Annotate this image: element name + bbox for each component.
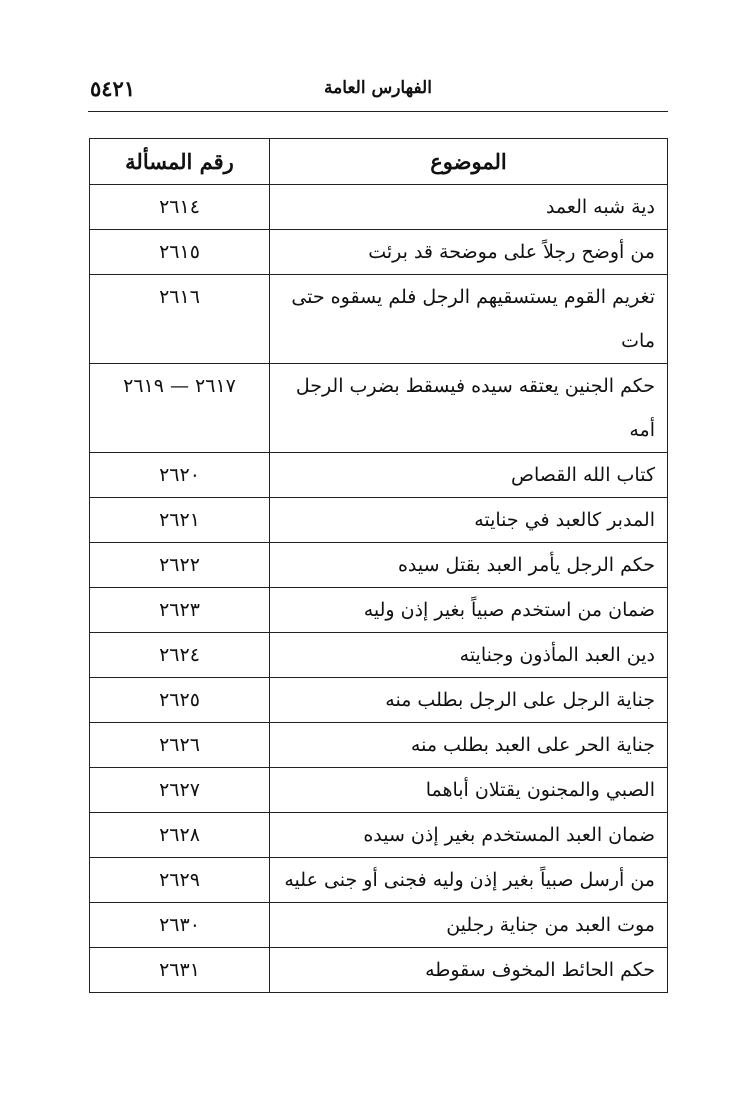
topic-cell: موت العبد من جناية رجلين	[270, 903, 668, 948]
topic-cell: كتاب الله القصاص	[270, 453, 668, 498]
index-table	[89, 138, 668, 993]
table-row	[90, 275, 668, 364]
table-row	[90, 498, 668, 543]
topic-cell: حكم الجنين يعتقه سيده فيسقط بضرب الرجل أمه	[270, 364, 668, 453]
header-rule	[88, 111, 668, 112]
column-header-topic: الموضوع	[270, 139, 668, 185]
table-row	[90, 768, 668, 813]
number-cell: ٢٦٢٩	[90, 858, 270, 903]
table-row	[90, 588, 668, 633]
topic-cell: من أوضح رجلاً على موضحة قد برئت	[270, 230, 668, 275]
number-cell: ٢٦٢٥	[90, 678, 270, 723]
table-row	[90, 948, 668, 993]
topic-cell: من أرسل صبياً بغير إذن وليه فجنى أو جنى عليه	[270, 858, 668, 903]
number-cell: ٢٦١٥	[90, 230, 270, 275]
table-row	[90, 230, 668, 275]
number-cell: ٢٦٢٠	[90, 453, 270, 498]
topic-cell: المدبر كالعبد في جنايته	[270, 498, 668, 543]
topic-cell: ضمان من استخدم صبياً بغير إذن وليه	[270, 588, 668, 633]
number-cell: ٢٦١٧ — ٢٦١٩	[90, 364, 270, 453]
number-cell: ٢٦٢٢	[90, 543, 270, 588]
topic-cell: جناية الرجل على الرجل بطلب منه	[270, 678, 668, 723]
table-row	[90, 453, 668, 498]
table-row	[90, 364, 668, 453]
page-header	[90, 76, 666, 106]
running-title: الفهارس العامة	[324, 78, 432, 98]
topic-cell: جناية الحر على العبد بطلب منه	[270, 723, 668, 768]
column-header-number: رقم المسألة	[90, 139, 270, 185]
topic-cell: ضمان العبد المستخدم بغير إذن سيده	[270, 813, 668, 858]
table-row	[90, 723, 668, 768]
topic-cell: تغريم القوم يستسقيهم الرجل فلم يسقوه حتى مات	[270, 275, 668, 364]
number-cell: ٢٦٢٤	[90, 633, 270, 678]
table-row	[90, 678, 668, 723]
page-number: ٥٤٢١	[90, 76, 136, 101]
number-cell: ٢٦٢٦	[90, 723, 270, 768]
number-cell: ٢٦١٤	[90, 185, 270, 230]
topic-cell: الصبي والمجنون يقتلان أباهما	[270, 768, 668, 813]
topic-cell: حكم الحائط المخوف سقوطه	[270, 948, 668, 993]
topic-cell: دية شبه العمد	[270, 185, 668, 230]
topic-cell: حكم الرجل يأمر العبد بقتل سيده	[270, 543, 668, 588]
number-cell: ٢٦٢٧	[90, 768, 270, 813]
table-row	[90, 813, 668, 858]
topic-cell: دين العبد المأذون وجنايته	[270, 633, 668, 678]
table-row	[90, 858, 668, 903]
number-cell: ٢٦٣١	[90, 948, 270, 993]
table-row	[90, 185, 668, 230]
number-cell: ٢٦٢٣	[90, 588, 270, 633]
number-cell: ٢٦٢٨	[90, 813, 270, 858]
number-cell: ٢٦٢١	[90, 498, 270, 543]
number-cell: ٢٦١٦	[90, 275, 270, 364]
number-cell: ٢٦٣٠	[90, 903, 270, 948]
table-row	[90, 903, 668, 948]
table-row	[90, 543, 668, 588]
table-header-row	[90, 139, 668, 185]
table-row	[90, 633, 668, 678]
